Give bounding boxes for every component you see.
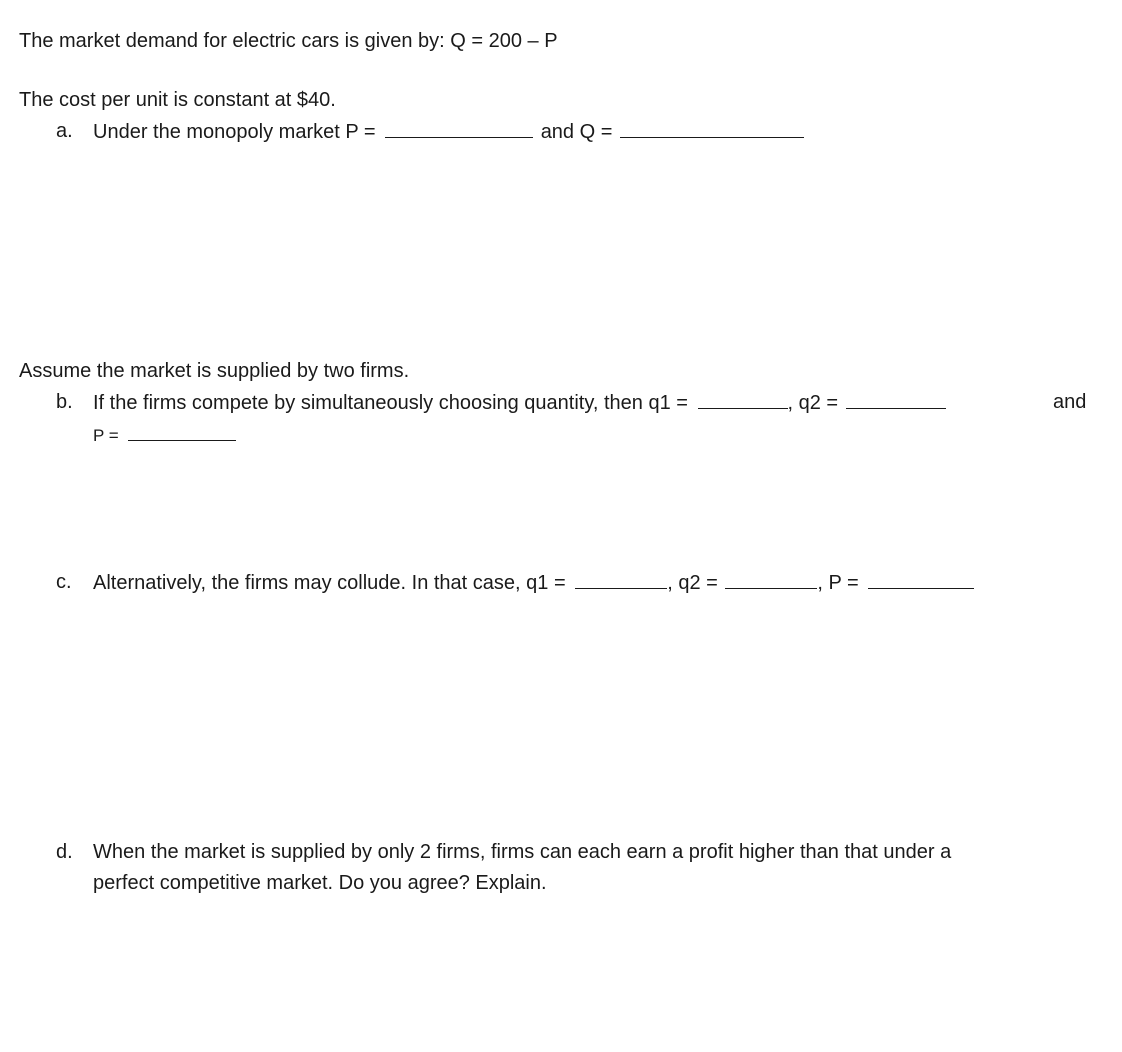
answer-blank-cournot-q2[interactable] — [846, 390, 946, 409]
answer-blank-monopoly-q[interactable] — [620, 119, 804, 138]
demand-statement: The market demand for electric cars is given by: Q = 200 – P — [19, 30, 558, 52]
answer-blank-cournot-q1[interactable] — [698, 390, 788, 409]
part-a-question — [93, 119, 804, 144]
answer-blank-collusion-q2[interactable] — [725, 570, 817, 589]
part-b-marker: b. — [56, 391, 73, 413]
part-b-question — [93, 390, 946, 415]
part-b-text: If the firms compete by simultaneously choosing quantity, then q1 = — [93, 392, 688, 414]
part-b-price-line — [93, 422, 236, 448]
part-a-and-q: and Q = — [540, 121, 613, 143]
answer-blank-collusion-q1[interactable] — [575, 570, 667, 589]
part-d-line-2: perfect competitive market. Do you agree? Explain. — [93, 872, 547, 894]
part-b-p-label: P = — [93, 426, 119, 445]
part-c-p-label: , P = — [817, 572, 859, 594]
two-firms-statement: Assume the market is supplied by two firms. — [19, 360, 410, 382]
part-d-marker: d. — [56, 841, 73, 863]
part-b-and: and — [1053, 391, 1087, 413]
answer-blank-cournot-p[interactable] — [128, 422, 236, 441]
part-a-text: Under the monopoly market P = — [93, 121, 376, 143]
answer-blank-collusion-p[interactable] — [868, 570, 974, 589]
part-c-question — [93, 570, 974, 595]
part-c-text: Alternatively, the firms may collude. In that case, q1 = — [93, 572, 566, 594]
part-b-q2-label: , q2 = — [787, 392, 839, 414]
part-d-line-1: When the market is supplied by only 2 firms, firms can each earn a profit higher than that under a — [93, 841, 952, 863]
part-a-marker: a. — [56, 120, 73, 142]
answer-blank-monopoly-p[interactable] — [385, 119, 533, 138]
part-c-marker: c. — [56, 571, 72, 593]
cost-statement: The cost per unit is constant at $40. — [19, 89, 336, 111]
part-c-q2-label: , q2 = — [667, 572, 718, 594]
